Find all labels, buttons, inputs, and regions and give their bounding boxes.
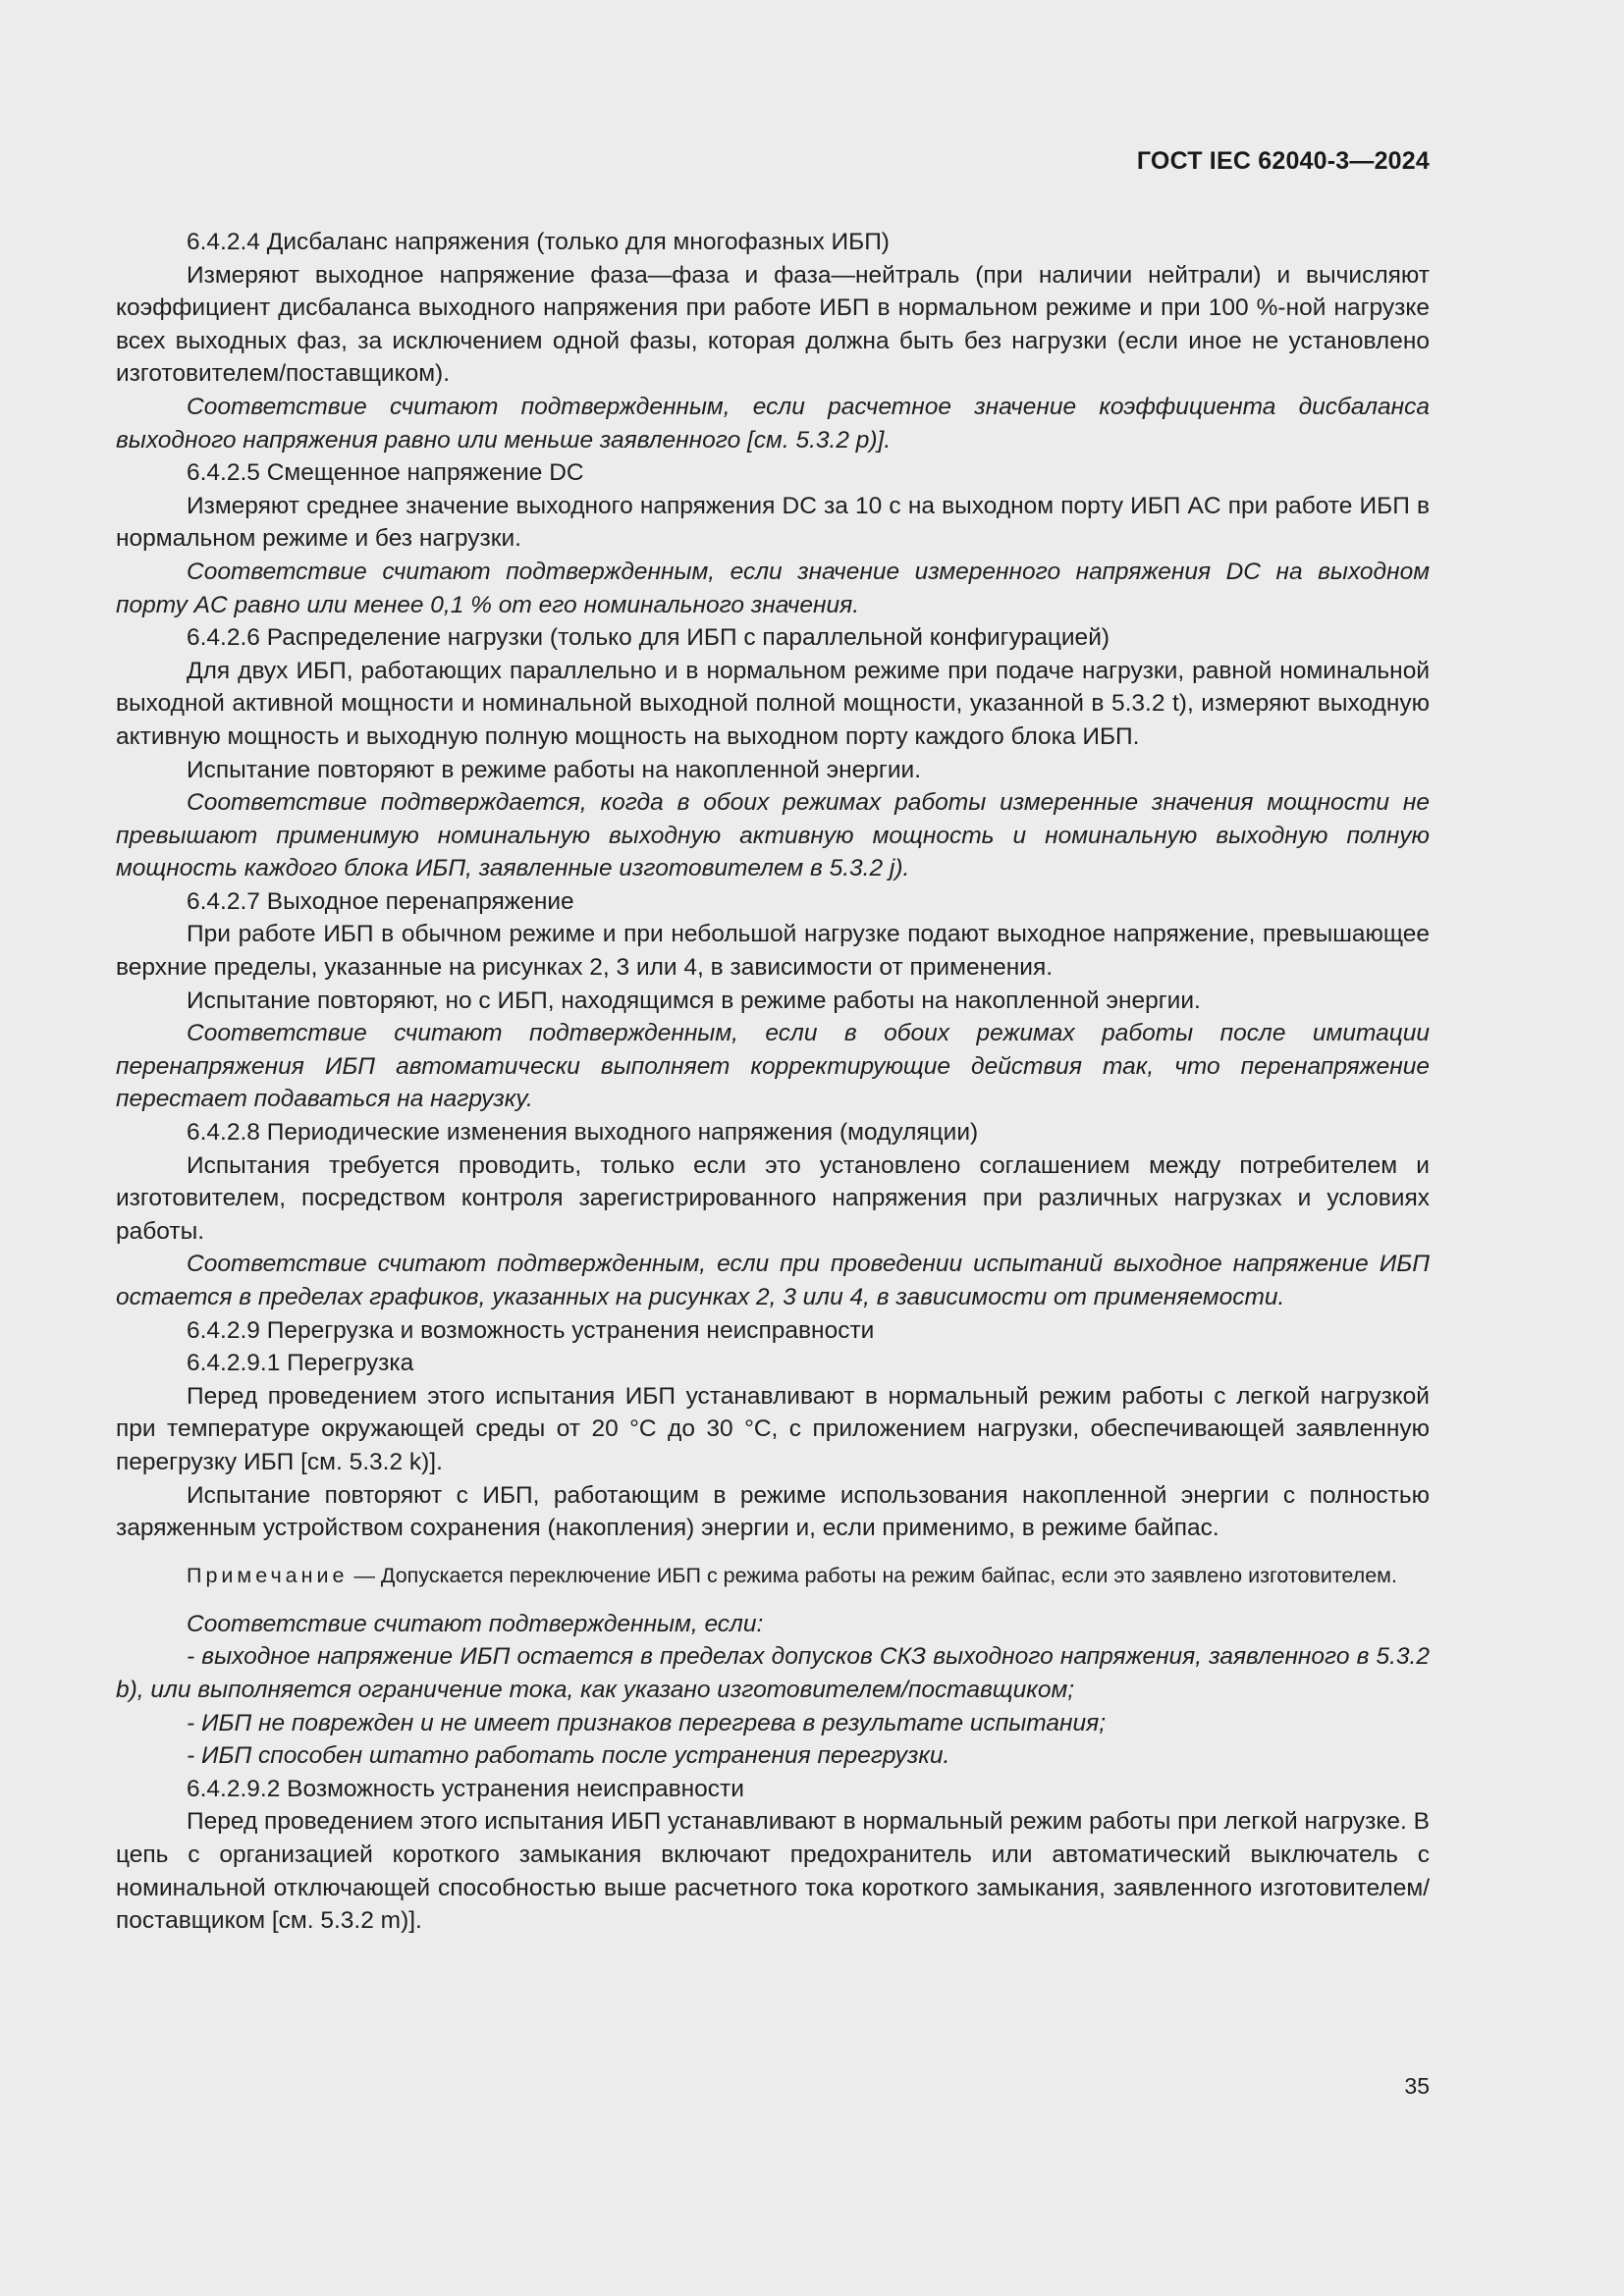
paragraph: Перед проведением этого испытания ИБП устанавливают в нормальный режим работы при легкой нагрузке. В цепь с организацией короткого замыкания включают предохранитель или автоматический выключатель с номинальной отключающей способностью выше расчетного тока короткого замыкания, заявленного изготовителем/поставщиком [см. 5.3.2 m)].: [116, 1808, 1430, 1935]
paragraph: 6.4.2.9.1 Перегрузка: [187, 1350, 414, 1377]
note: [116, 1561, 1430, 1590]
document-body: [116, 226, 1430, 1938]
paragraph-compliance: Соответствие считают подтвержденным, если в обоих режимах работы после имитации перенапряжения ИБП автоматически выполняет корректирующие действия так, что перенапряжение перестает подаваться на нагрузку.: [116, 1020, 1430, 1113]
paragraph-compliance: Соответствие подтверждается, когда в обоих режимах работы измеренные значения мощности не превышают применимую номинальную выходную активную мощность и номинальную выходную полную мощность каждого блока ИБП, заявленные изготовителем в 5.3.2 j).: [116, 789, 1430, 882]
paragraph-compliance: Соответствие считают подтвержденным, если значение измеренного напряжения DC на выходном порту AC равно или менее 0,1 % от его номинального значения.: [116, 558, 1430, 618]
note-label: Примечание: [187, 1563, 349, 1587]
note-text: Допускается переключение ИБП с режима работы на режим байпас, если это заявлено изготовителем.: [380, 1563, 1397, 1587]
paragraph: Измеряют выходное напряжение фаза—фаза и фаза—нейтраль (при наличии нейтрали) и вычисляют коэффициент дисбаланса выходного напряжения при работе ИБП в нормальном режиме и при 100 %-ной нагрузке всех выходных фаз, за исключением одной фазы, которая должна быть без нагрузки (если иное не установлено изготовителем/поставщиком).: [116, 261, 1430, 388]
document-header: ГОСТ IEC 62040-3—2024: [1136, 147, 1430, 175]
paragraph-compliance: Соответствие считают подтвержденным, если при проведении испытаний выходное напряжение ИБП остается в пределах графиков, указанных на рисунках 2, 3 или 4, в зависимости от применяемости.: [116, 1251, 1430, 1310]
paragraph: 6.4.2.5 Смещенное напряжение DC: [187, 459, 584, 487]
paragraph-compliance: Соответствие считают подтвержденным, если расчетное значение коэффициента дисбаланса выходного напряжения равно или меньше заявленного [см. 5.3.2 p)].: [116, 393, 1430, 454]
list-item: - выходное напряжение ИБП остается в пределах допусков СКЗ выходного напряжения, заявленного в 5.3.2 b), или выполняется ограничение тока, как указано изготовителем/поставщиком;: [116, 1643, 1430, 1703]
paragraph: Измеряют среднее значение выходного напряжения DC за 10 с на выходном порту ИБП AC при работе ИБП в нормальном режиме и без нагрузки.: [116, 492, 1430, 553]
page-number: 35: [1404, 2073, 1430, 2099]
paragraph: Перед проведением этого испытания ИБП устанавливают в нормальный режим работы с легкой нагрузкой при температуре окружающей среды от 20 °С до 30 °С, с приложением нагрузки, обеспечивающей заявленную перегрузку ИБП [см. 5.3.2 k)].: [116, 1382, 1430, 1475]
paragraph: 6.4.2.8 Периодические изменения выходного напряжения (модуляции): [187, 1119, 979, 1147]
list-item: - ИБП способен штатно работать после устранения перегрузки.: [187, 1742, 950, 1770]
paragraph: 6.4.2.6 Распределение нагрузки (только для ИБП с параллельной конфигурацией): [187, 624, 1110, 652]
paragraph: Испытание повторяют с ИБП, работающим в режиме использования накопленной энергии с полностью заряженным устройством сохранения (накопления) энергии и, если применимо, в режиме байпас.: [116, 1481, 1430, 1542]
list-item: - ИБП не поврежден и не имеет признаков перегрева в результате испытания;: [187, 1709, 1107, 1736]
paragraph-compliance: Соответствие считают подтвержденным, если:: [187, 1610, 764, 1637]
paragraph: Испытание повторяют, но с ИБП, находящимся в режиме работы на накопленной энергии.: [187, 987, 1201, 1014]
paragraph: Испытание повторяют в режиме работы на накопленной энергии.: [187, 756, 922, 783]
paragraph: 6.4.2.4 Дисбаланс напряжения (только для многофазных ИБП): [187, 229, 890, 255]
paragraph: При работе ИБП в обычном режиме и при небольшой нагрузке подают выходное напряжение, превышающее верхние пределы, указанные на рисунках 2, 3 или 4, в зависимости от применения.: [116, 921, 1430, 982]
note-dash: —: [353, 1563, 375, 1587]
paragraph: Испытания требуется проводить, только если это установлено соглашением между потребителем и изготовителем, посредством контроля зарегистрированного напряжения при различных нагрузках и условиях работы.: [116, 1151, 1430, 1245]
paragraph: 6.4.2.9 Перегрузка и возможность устранения неисправности: [187, 1316, 875, 1344]
paragraph: Для двух ИБП, работающих параллельно и в нормальном режиме при подаче нагрузки, равной номинальной выходной активной мощности и номинальной выходной полной мощности, указанной в 5.3.2 t), измеряют выходную активную мощность и выходную полную мощность на выходном порту каждого блока ИБП.: [116, 657, 1430, 750]
paragraph: 6.4.2.9.2 Возможность устранения неисправности: [187, 1775, 744, 1802]
paragraph: 6.4.2.7 Выходное перенапряжение: [187, 887, 574, 915]
